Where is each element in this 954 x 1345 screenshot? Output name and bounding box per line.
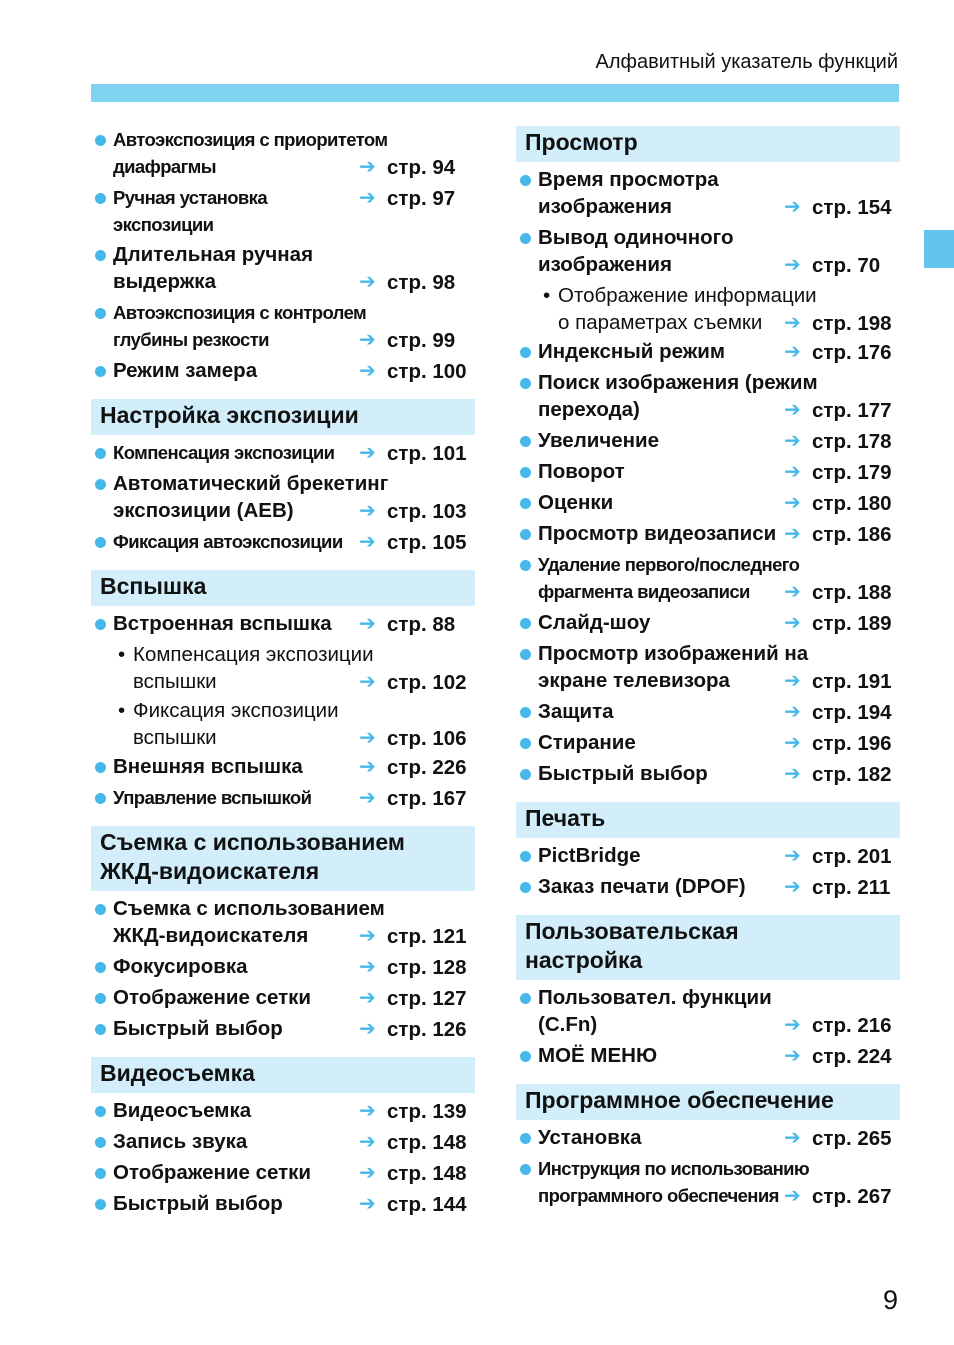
arrow-right-icon: ➔ [784,581,801,603]
index-entry[interactable] [91,1015,475,1043]
entry-label: Автоэкспозиция с контролем [113,302,367,323]
section-movie [91,1057,475,1218]
entry-label: Отображение информации [558,284,817,307]
page-ref[interactable]: стр. 201 [812,845,892,868]
entry-label: Встроенная вспышка [113,612,332,635]
page-ref[interactable]: стр. 189 [812,612,892,635]
entry-label: Быстрый выбор [113,1192,283,1215]
page-ref[interactable]: стр. 267 [812,1185,892,1208]
entry-label: Стирание [538,731,636,754]
arrow-right-icon: ➔ [359,987,376,1009]
arrow-right-icon: ➔ [359,956,376,978]
section-title: Настройка экспозиции [91,399,475,435]
entry-label: Отображение сетки [113,1161,312,1184]
page-ref[interactable]: стр. 139 [387,1100,467,1123]
entry-label: экране телевизора [538,669,730,692]
index-entry[interactable] [516,729,900,757]
entry-label: Фиксация экспозиции [133,699,339,722]
index-entry[interactable] [91,895,475,950]
page-ref[interactable]: стр. 154 [812,196,892,219]
entry-label: Увеличение [538,429,660,452]
bullet-icon [520,436,531,447]
entry-label: Защита [538,700,614,723]
right-column [516,126,900,1224]
index-entry[interactable] [516,427,900,455]
bullet-icon [95,537,106,548]
index-entry[interactable] [516,1042,900,1070]
arrow-right-icon: ➔ [359,1162,376,1184]
index-entry[interactable] [91,1190,475,1218]
entry-label: изображения [538,195,673,218]
page-ref[interactable]: стр. 186 [812,523,892,546]
page-ref[interactable]: стр. 224 [812,1045,892,1068]
bullet-icon [520,882,531,893]
bullet-icon [520,649,531,660]
section-title [91,826,475,891]
entry-label: Быстрый выбор [113,1017,283,1040]
bullet-icon [520,467,531,478]
entry-label: Компенсация экспозиции [133,643,374,666]
page-ref[interactable]: стр. 177 [812,399,892,422]
bullet-icon [520,1164,531,1175]
arrow-right-icon: ➔ [784,430,801,452]
entry-label: Время просмотра [538,168,719,191]
bullet-icon [95,762,106,773]
index-entry[interactable] [516,1124,900,1152]
bullet-icon [520,560,531,571]
bullet-icon [520,618,531,629]
entry-label: PictBridge [538,844,641,867]
section-title: Видеосъемка [91,1057,475,1093]
arrow-right-icon: ➔ [359,329,376,351]
entry-label: Видеосъемка [113,1099,252,1122]
section-playback [516,126,900,788]
entry-label: Автоматический брекетинг [113,472,389,495]
bullet-icon [95,793,106,804]
arrow-right-icon: ➔ [784,399,801,421]
entry-label: Управление вспышкой [113,787,312,808]
entry-label: Съемка с использованием [113,897,385,920]
entry-label: Быстрый выбор [538,762,708,785]
page-ref[interactable]: стр. 196 [812,732,892,755]
arrow-right-icon: ➔ [359,1100,376,1122]
page-ref[interactable]: стр. 211 [812,876,891,899]
bullet-icon [95,1106,106,1117]
page-ref[interactable]: стр. 178 [812,430,892,453]
page-ref[interactable]: стр. 226 [387,756,467,779]
index-entry[interactable] [91,784,475,812]
index-subentry[interactable] [516,282,900,337]
arrow-right-icon: ➔ [784,196,801,218]
index-entry[interactable] [91,984,475,1012]
page-ref[interactable]: стр. 179 [812,461,892,484]
index-entry[interactable] [91,299,475,354]
index-entry[interactable] [91,357,475,385]
index-entry[interactable] [91,1128,475,1156]
index-entry[interactable] [516,640,900,695]
page-ref[interactable]: стр. 216 [812,1014,892,1037]
index-entry[interactable] [516,984,900,1039]
entry-label: Автоэкспозиция с приоритетом [113,129,388,150]
arrow-right-icon: ➔ [359,613,376,635]
section-title-line: настройка [525,947,643,973]
index-entry[interactable] [91,470,475,525]
entry-label: Поворот [538,460,625,483]
index-entry[interactable] [91,241,475,296]
bullet-icon [95,193,106,204]
arrow-right-icon: ➔ [784,1127,801,1149]
entry-label: Отображение сетки [113,986,312,1009]
section-title [516,915,900,980]
index-subentry[interactable] [91,641,475,696]
index-entry[interactable] [516,520,900,548]
bullet-icon [520,707,531,718]
entry-label: Ручная установка экспозиции [113,187,268,235]
page-ref[interactable]: стр. 188 [812,581,892,604]
page-ref[interactable]: стр. 127 [387,987,467,1010]
page-ref[interactable]: стр. 121 [387,925,467,948]
bullet-icon [520,993,531,1004]
arrow-right-icon: ➔ [784,254,801,276]
entry-label: Запись звука [113,1130,248,1153]
bullet-icon [95,366,106,377]
arrow-right-icon: ➔ [784,763,801,785]
bullet-icon [520,529,531,540]
entry-label: Фокусировка [113,955,248,978]
index-entry[interactable] [91,753,475,781]
bullet-icon [520,851,531,862]
entry-label: Просмотр изображений на [538,642,809,665]
arrow-right-icon: ➔ [359,156,376,178]
index-entry[interactable] [516,224,900,279]
page-ref[interactable]: стр. 70 [812,254,881,277]
small-bullet-icon: • [118,643,126,666]
page-ref[interactable]: стр. 94 [387,156,456,179]
arrow-right-icon: ➔ [359,442,376,464]
section-title: Просмотр [516,126,900,162]
index-entry[interactable] [516,369,900,424]
entry-label: Заказ печати (DPOF) [538,875,746,898]
page-ref[interactable]: стр. 103 [387,500,467,523]
page-ref[interactable]: стр. 144 [387,1193,467,1216]
index-entry[interactable] [516,842,900,870]
entry-label: Просмотр видеозаписи [538,522,777,545]
section-title: Программное обеспечение [516,1084,900,1120]
page-ref[interactable]: стр. 126 [387,1018,467,1041]
section-printing [516,802,900,901]
section-live-view [91,826,475,1043]
bullet-icon [95,1199,106,1210]
bullet-icon [95,448,106,459]
section-title: Печать [516,802,900,838]
page-ref[interactable]: стр. 194 [812,701,892,724]
arrow-right-icon: ➔ [359,500,376,522]
bullet-icon [520,738,531,749]
index-entry[interactable] [91,184,475,238]
page-ref[interactable]: стр. 97 [387,187,456,210]
arrow-right-icon: ➔ [784,341,801,363]
entry-label: Фиксация автоэкспозиции [113,531,343,552]
bullet-icon [95,135,106,146]
entry-label: Удаление первого/последнего [538,554,800,575]
page-ref[interactable]: стр. 198 [812,312,892,335]
entry-label: Индексный режим [538,340,726,363]
bullet-icon [520,233,531,244]
arrow-right-icon: ➔ [359,187,376,209]
index-entry[interactable] [516,1155,900,1210]
arrow-right-icon: ➔ [784,612,801,634]
entry-label: Установка [538,1126,642,1149]
index-entry[interactable] [516,551,900,606]
entry-label: (C.Fn) [538,1013,598,1036]
entry-label: вспышки [133,726,217,749]
arrow-right-icon: ➔ [784,670,801,692]
index-subentry[interactable] [91,697,475,752]
page-ref[interactable]: стр. 128 [387,956,467,979]
bullet-icon [520,347,531,358]
arrow-right-icon: ➔ [359,360,376,382]
arrow-right-icon: ➔ [359,756,376,778]
page-ref[interactable]: стр. 191 [812,670,892,693]
entry-label: перехода) [538,398,640,421]
arrow-right-icon: ➔ [359,787,376,809]
entry-label: программного обеспечения [538,1185,779,1206]
bullet-icon [95,1168,106,1179]
section-software [516,1084,900,1210]
small-bullet-icon: • [118,699,126,722]
bullet-icon [95,1024,106,1035]
page-ref[interactable]: стр. 88 [387,613,456,636]
arrow-right-icon: ➔ [784,523,801,545]
index-entry[interactable] [91,610,475,638]
index-entry[interactable] [516,698,900,726]
arrow-right-icon: ➔ [784,492,801,514]
page-ref[interactable]: стр. 180 [812,492,892,515]
page-ref[interactable]: стр. 167 [387,787,467,810]
section-customization [516,915,900,1070]
entry-label: Длительная ручная [113,243,314,266]
page-ref[interactable]: стр. 265 [812,1127,892,1150]
arrow-right-icon: ➔ [784,1185,801,1207]
section-exposure-settings [91,399,475,556]
index-entry[interactable] [516,338,900,366]
page-ref[interactable]: стр. 182 [812,763,892,786]
arrow-right-icon: ➔ [359,1193,376,1215]
arrow-right-icon: ➔ [784,1045,801,1067]
header-bar [91,84,899,102]
index-entry[interactable] [516,760,900,788]
section-title-line: ЖКД-видоискателя [100,858,320,884]
bullet-icon [520,1133,531,1144]
arrow-right-icon: ➔ [359,671,376,693]
page-ref[interactable]: стр. 148 [387,1162,467,1185]
index-entry[interactable] [516,458,900,486]
bullet-icon [95,993,106,1004]
index-entry[interactable] [91,953,475,981]
bullet-icon [95,250,106,261]
section-flash [91,570,475,812]
index-entry[interactable] [91,1159,475,1187]
bullet-icon [95,619,106,630]
page-ref[interactable]: стр. 105 [387,531,467,554]
arrow-right-icon: ➔ [359,1018,376,1040]
entry-label: фрагмента видеозаписи [538,581,750,602]
entry-label: ЖКД-видоискателя [113,924,309,947]
chapter-tab-marker [924,230,954,268]
bullet-icon [520,175,531,186]
entry-label: Инструкция по использованию [538,1158,810,1179]
index-entry[interactable] [91,126,475,181]
page-ref[interactable]: стр. 102 [387,671,467,694]
arrow-right-icon: ➔ [784,461,801,483]
arrow-right-icon: ➔ [784,1014,801,1036]
entry-label: Слайд-шоу [538,611,651,634]
page-ref[interactable]: стр. 100 [387,360,467,383]
page-number: 9 [882,1285,898,1315]
entry-label: изображения [538,253,673,276]
left-column [91,126,475,1232]
arrow-right-icon: ➔ [359,925,376,947]
entry-label: МОЁ МЕНЮ [538,1044,658,1067]
page-ref[interactable]: стр. 148 [387,1131,467,1154]
index-entry[interactable] [516,873,900,901]
arrow-right-icon: ➔ [784,845,801,867]
bullet-icon [520,769,531,780]
entry-label: Компенсация экспозиции [113,442,335,463]
page-ref[interactable]: стр. 106 [387,727,467,750]
bullet-icon [95,308,106,319]
entry-label: диафрагмы [113,156,216,177]
arrow-right-icon: ➔ [359,531,376,553]
arrow-right-icon: ➔ [784,732,801,754]
entry-label: Режим замера [113,359,258,382]
entry-label: Внешняя вспышка [113,755,303,778]
small-bullet-icon: • [543,284,551,307]
arrow-right-icon: ➔ [359,727,376,749]
entry-label: о параметрах съемки [558,311,763,334]
section-title-line: Пользовательская [525,918,739,944]
page-ref[interactable]: стр. 101 [387,442,467,465]
section-title: Вспышка [91,570,475,606]
bullet-icon [95,962,106,973]
arrow-right-icon: ➔ [784,312,801,334]
entry-label: выдержка [113,270,216,293]
entry-label: Оценки [538,491,614,514]
entry-label: Поиск изображения (режим [538,371,818,394]
arrow-right-icon: ➔ [784,876,801,898]
index-entry[interactable] [91,528,475,556]
entry-label: Вывод одиночного [538,226,734,249]
index-entry[interactable] [91,439,475,467]
index-entry[interactable] [91,1097,475,1125]
bullet-icon [520,378,531,389]
entry-label: глубины резкости [113,329,269,350]
page-ref[interactable]: стр. 99 [387,329,456,352]
page-header-title: Алфавитный указатель функций [595,51,898,73]
bullet-icon [520,1051,531,1062]
bullet-icon [95,1137,106,1148]
page-ref[interactable]: стр. 176 [812,341,892,364]
bullet-icon [95,904,106,915]
index-entry[interactable] [516,489,900,517]
arrow-right-icon: ➔ [359,271,376,293]
entry-label: экспозиции (AEB) [113,499,294,522]
index-entry[interactable] [516,166,900,221]
section-exposure-modes [91,126,475,385]
arrow-right-icon: ➔ [359,1131,376,1153]
bullet-icon [520,498,531,509]
bullet-icon [95,479,106,490]
index-entry[interactable] [516,609,900,637]
section-title-line: Съемка с использованием [100,829,405,855]
entry-label: вспышки [133,670,217,693]
entry-label: Пользовател. функции [538,986,772,1009]
arrow-right-icon: ➔ [784,701,801,723]
page-ref[interactable]: стр. 98 [387,271,456,294]
